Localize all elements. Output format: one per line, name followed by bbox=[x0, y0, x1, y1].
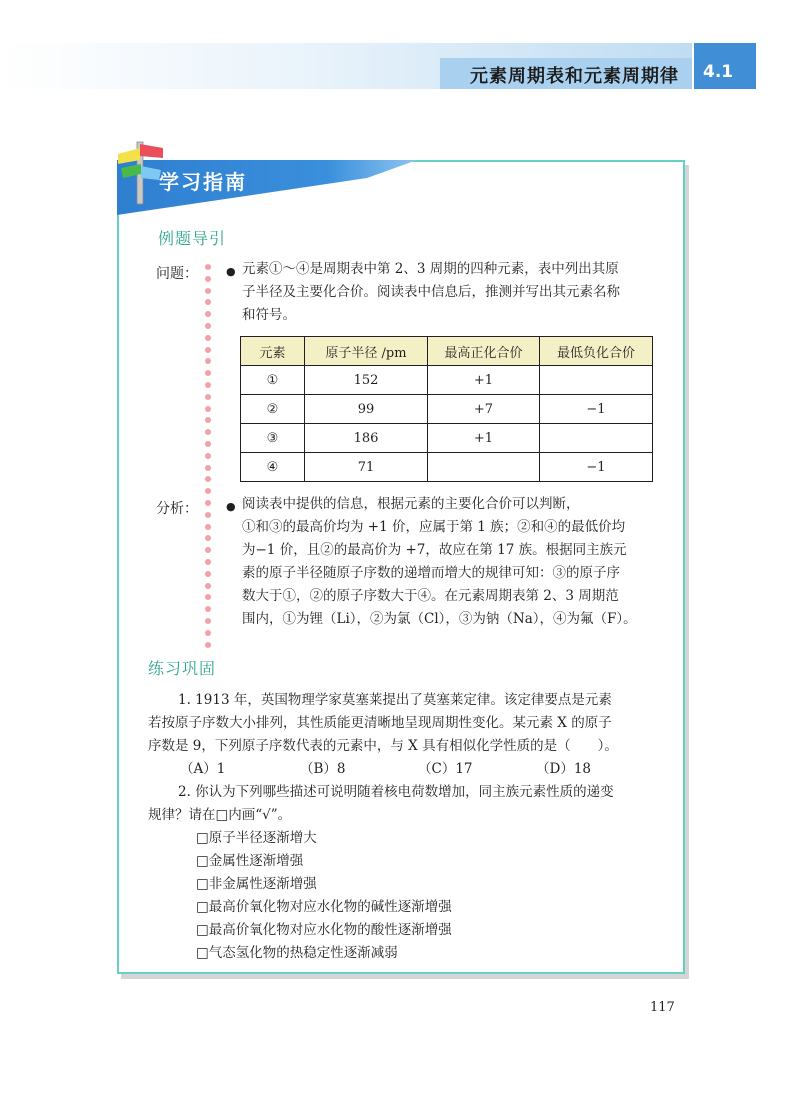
dotted-divider bbox=[205, 264, 211, 653]
bullet-icon: ● bbox=[226, 265, 236, 278]
table-cell bbox=[540, 366, 653, 395]
table-cell bbox=[540, 424, 653, 453]
table-cell: −1 bbox=[540, 395, 653, 424]
page-number: 117 bbox=[650, 1000, 675, 1015]
example-heading: 例题导引 bbox=[158, 229, 227, 248]
table-cell: +1 bbox=[428, 424, 540, 453]
q2-line: 2. 你认为下列哪些描述可说明随着核电荷数增加，同主族元素性质的递变 bbox=[178, 784, 614, 800]
q1-option-b: （B）8 bbox=[300, 761, 346, 777]
table-cell: ② bbox=[241, 395, 305, 424]
table-header-row bbox=[241, 337, 653, 366]
table-cell: 152 bbox=[305, 366, 428, 395]
checklist-item: □原子半径逐渐增大 bbox=[196, 830, 317, 846]
q1-line: 1. 1913 年，英国物理学家莫塞莱提出了莫塞莱定律。该定律要点是元素 bbox=[178, 692, 612, 708]
table-header-cell: 最低负化合价 bbox=[540, 337, 653, 366]
section-number: 4.1 bbox=[703, 62, 734, 82]
table-header-cell: 最高正化合价 bbox=[428, 337, 540, 366]
table-cell: −1 bbox=[540, 453, 653, 482]
element-table bbox=[240, 336, 653, 482]
table-cell: +1 bbox=[428, 366, 540, 395]
checklist-item: □最高价氧化物对应水化物的碱性逐渐增强 bbox=[196, 899, 452, 915]
table-header-cell: 原子半径 /pm bbox=[305, 337, 428, 366]
q1-line: 若按原子序数大小排列，其性质能更清晰地呈现周期性变化。某元素 X 的原子 bbox=[148, 715, 612, 731]
table-row bbox=[241, 366, 653, 395]
q1-option-d: （D）18 bbox=[536, 761, 592, 777]
table-cell: ① bbox=[241, 366, 305, 395]
analysis-label: 分析： bbox=[156, 501, 198, 517]
study-guide-title: 学习指南 bbox=[159, 170, 247, 194]
table-cell bbox=[428, 453, 540, 482]
table-row bbox=[241, 424, 653, 453]
signpost-icon bbox=[115, 138, 165, 208]
table-row bbox=[241, 395, 653, 424]
chapter-title: 元素周期表和元素周期律 bbox=[470, 66, 679, 87]
q1-option-c: （C）17 bbox=[418, 761, 473, 777]
table-cell: 71 bbox=[305, 453, 428, 482]
q1-line: 序数是 9，下列原子序数代表的元素中，与 X 具有相似化学性质的是（ ）。 bbox=[148, 738, 618, 754]
table-cell: ④ bbox=[241, 453, 305, 482]
bullet-icon: ● bbox=[226, 500, 236, 513]
table-header-cell: 元素 bbox=[241, 337, 305, 366]
table-cell: +7 bbox=[428, 395, 540, 424]
table-cell: 186 bbox=[305, 424, 428, 453]
practice-heading: 练习巩固 bbox=[148, 659, 217, 678]
q2-line: 规律？请在□内画“√”。 bbox=[148, 807, 292, 823]
table-row bbox=[241, 453, 653, 482]
q1-option-a: （A）1 bbox=[180, 761, 226, 777]
analysis-text: 阅读表中提供的信息，根据元素的主要化合价可以判断， ①和③的最高价均为 +1 价，应属于第 1 族；②和④的最低价均 为−1 价，且②的最高价为 +7，故应在第 17 族。根据同主族元 素的原子半径随原子序数的递增而增大的规律可知：③的原子序 数大于①，②的原子序数大于④。在元素周期表第 2、3 周期范 围内，①为锂（Li），②为氯（Cl），③为钠（Na），④为氟（F）。 bbox=[242, 496, 637, 627]
checklist-item: □金属性逐渐增强 bbox=[196, 853, 304, 869]
checklist-item: □非金属性逐渐增强 bbox=[196, 876, 317, 892]
checklist-item: □气态氢化物的热稳定性逐渐减弱 bbox=[196, 945, 398, 961]
question-text: 元素①～④是周期表中第 2、3 周期的四种元素，表中列出其原 子半径及主要化合价。阅读表中信息后，推测并写出其元素名称 和符号。 bbox=[242, 261, 620, 323]
table-cell: 99 bbox=[305, 395, 428, 424]
checklist-item: □最高价氧化物对应水化物的酸性逐渐增强 bbox=[196, 922, 452, 938]
question-label: 问题： bbox=[156, 266, 198, 282]
table-cell: ③ bbox=[241, 424, 305, 453]
